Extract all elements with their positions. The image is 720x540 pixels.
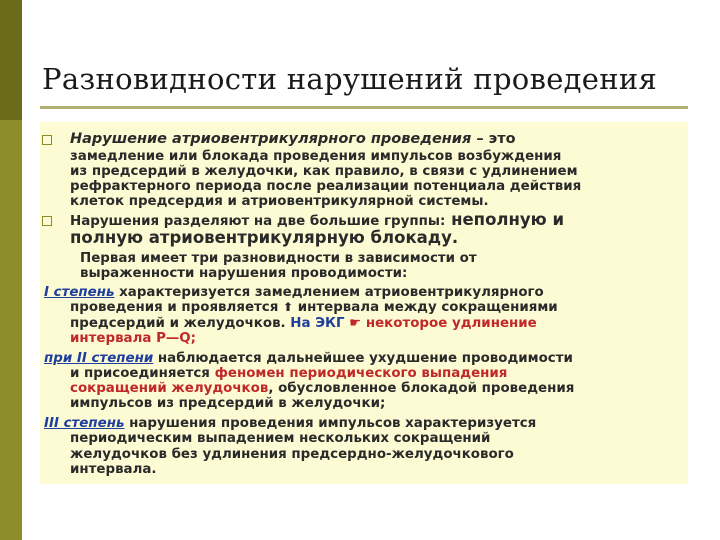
bullet-1-dash: – это <box>471 131 516 147</box>
degree-3-text: нарушения проведения импульсов характеризуется <box>124 416 537 431</box>
degree-2-line-2 <box>70 366 507 381</box>
bullet-1-line-3: из предсердий в желудочки, как правило, в связи с удлинением <box>70 164 578 179</box>
degree-3-line-1 <box>44 416 536 431</box>
left-accent-top <box>0 0 22 120</box>
paragraph-line-1: Первая имеет три разновидности в зависимости от <box>80 251 477 266</box>
degree-2-line-3 <box>70 381 574 396</box>
degree-2-text-2: и присоединяется <box>70 366 210 381</box>
slide-title: Разновидности нарушений проведения <box>42 62 658 96</box>
degree-3-line-3: желудочков без удлинения предсердно-желудочкового <box>70 447 514 462</box>
degree-1-text: характеризуется замедлением атриовентрикулярного <box>114 285 544 300</box>
bullet-1-lead: Нарушение атриовентрикулярного проведения <box>70 131 472 147</box>
bullet-1-line-1 <box>70 132 516 147</box>
bullet-2-period: . <box>451 228 459 247</box>
degree-1-line-1 <box>44 285 544 300</box>
bullet-2-incomplete: неполную и <box>445 210 565 229</box>
degree-2-text-3: , обусловленное блокадой проведения <box>268 381 575 396</box>
bullet-2-complete: полную атриовентрикулярную блокаду <box>70 228 452 247</box>
degree-1-line-3 <box>70 316 537 331</box>
degree-2-label: при II степени <box>44 351 154 366</box>
degree-2-phenomenon: феномен периодического выпадения <box>209 366 508 381</box>
paragraph-line-2: выраженности нарушения проводимости: <box>80 266 408 281</box>
title-underline <box>40 106 688 109</box>
degree-2-phenomenon-2: сокращений желудочков <box>70 381 269 396</box>
degree-3-line-2: периодическим выпадением нескольких сокращений <box>70 431 491 446</box>
degree-2-text: наблюдается дальнейшее ухудшение проводимости <box>153 351 573 366</box>
bullet-2-icon <box>42 216 52 226</box>
degree-1-line-4: интервала P—Q; <box>70 331 197 346</box>
bullet-1-line-5: клеток предсердия и атриовентрикулярной системы. <box>70 194 489 209</box>
bullet-2-line-2 <box>70 230 458 245</box>
degree-2-line-1 <box>44 351 573 366</box>
bullet-2-line-1 <box>70 212 564 229</box>
degree-1-text-2: проведения и проявляется <box>70 300 279 315</box>
bullet-2-word: Нарушения <box>70 214 160 229</box>
degree-1-text-4: предсердий и желудочков. <box>70 316 286 331</box>
degree-1-red-text: некоторое удлинение <box>361 316 537 331</box>
degree-1-text-3: интервала между сокращениями <box>297 300 558 315</box>
bullet-1-icon <box>42 135 52 145</box>
bullet-2-text: разделяют на две большие группы: <box>159 214 446 229</box>
pointing-hand-icon: ☛ <box>349 316 362 331</box>
bullet-1-line-2: замедление или блокада проведения импульсов возбуждения <box>70 149 562 164</box>
degree-1-label: I степень <box>44 285 115 300</box>
degree-3-label: III степень <box>44 416 125 431</box>
degree-1-line-2 <box>70 300 558 315</box>
up-arrow-icon: ⬆ <box>283 300 294 314</box>
ecg-label: На ЭКГ <box>285 316 345 331</box>
bullet-1-line-4: рефрактерного периода после реализации потенциала действия <box>70 179 582 194</box>
degree-2-line-4: импульсов из предсердий в желудочки; <box>70 396 386 411</box>
degree-3-line-4: интервала. <box>70 462 157 477</box>
